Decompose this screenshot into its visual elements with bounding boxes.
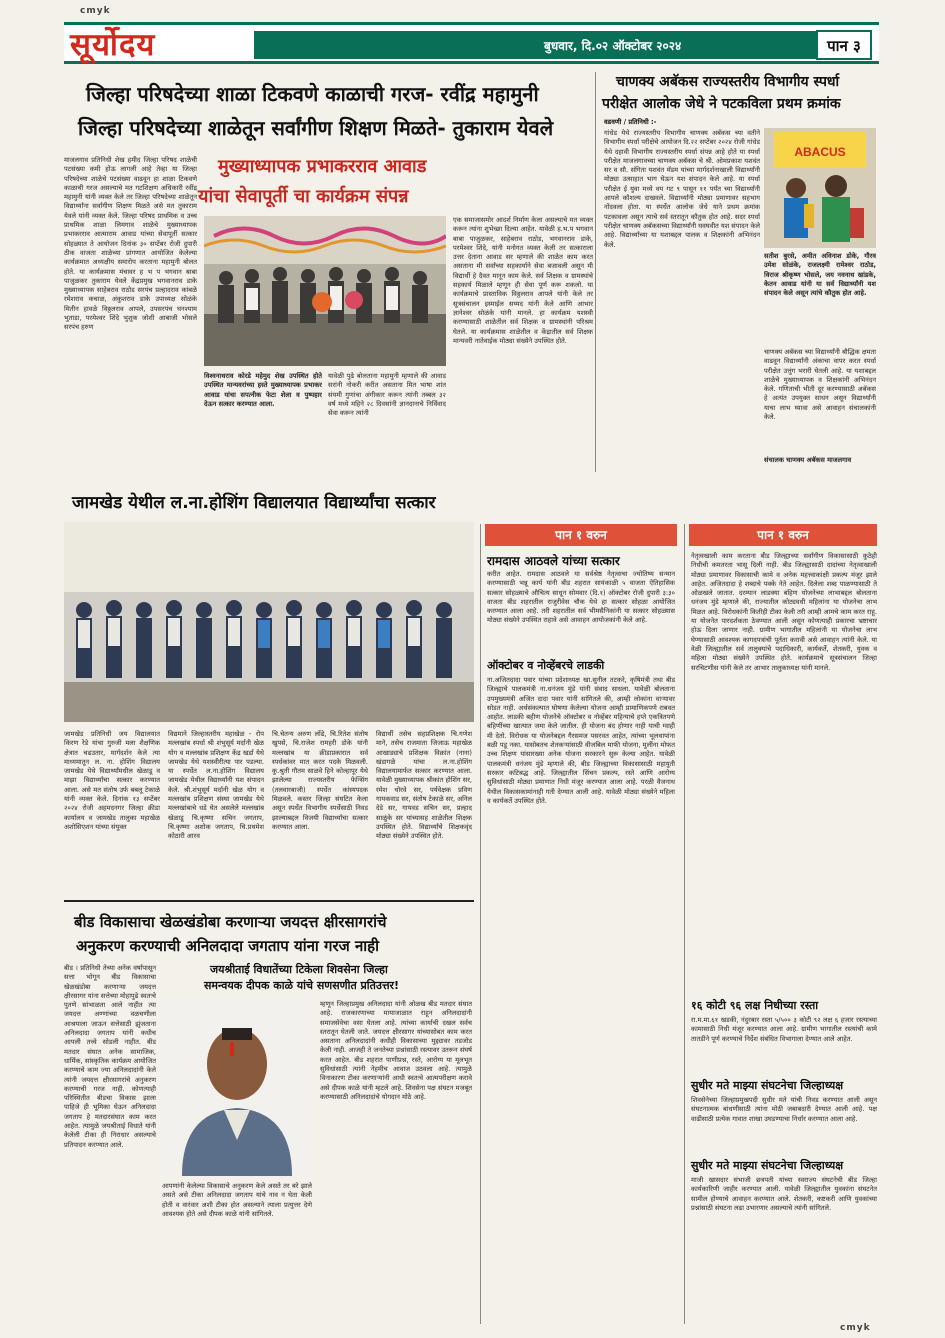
issue-date: बुधवार, दि.०२ ऑक्टोबर २०२४ <box>544 39 682 53</box>
story4-inset-headline2: समन्वयक दीपक काळे यांचे सणसणीत प्रतिउत्तर! <box>204 979 400 992</box>
story4-portrait-caption: आपणांनी केलेल्या विकासाचे अनुकरण केले असते तर बरे झाले असते असे टीका अनिलदादा जगताप यांचे नाव न घेता केली होती व वारंवार अशी टीका होत असल्याने त्याला प्रत्युत्तर देणे आवश्यक होते असे दीपक काळे यांनी सांगितले. <box>162 1182 312 1218</box>
jump-from-page1-left <box>480 524 680 1324</box>
story1-body-right: एक समाजासमोर आदर्श निर्माण केला असल्याचे मत व्यक्त करून त्यांना शुभेच्छा दिल्या आहेत. यावेळी ह.भ.प भगवान बाबा पाजुळकर, साहेबराव राठोड, भगवानराव डाके, परमेश्वर शिंदे, यांनी मनोगत व्यक्त केली तर सत्काराला उत्तर देताना आवाड सर म्हणाले की शाळेत काम करत असताना मी सर्वांच्या सहकार्याने सेवा बजावली असून मी विद्यार्थी हे दैवत मानून काम केले. सर्व शिक्षक व ग्रामस्थांचे सहकार्य मिळाले म्हणून ही सेवा पूर्ण करू शकलो. या कार्यक्रमाचे प्रास्ताविक विठ्ठलराव आपले यांनी केले तर सूत्रसंचालन इस्माईल सय्यद यांनी केले आणि आभार ज्ञानेश्वर सोळंके यांनी मानले. हा कार्यक्रम यशस्वी करण्यासाठी शाळेतील सर्व शिक्षक व ग्रामस्थांनी परिश्रम घेतले. या कार्यक्रमास शाळेतील व केंद्रातील सर्व शिक्षक मान्यवरी नातेवाईक मोठ्या संख्येने उपस्थित होते. <box>453 216 593 345</box>
newspaper-title: सूर्योदय <box>70 27 156 63</box>
story4-portrait <box>162 1000 312 1176</box>
jump2-banner: पान १ वरुन <box>689 524 877 546</box>
story4-headline1: बीड विकासाचा खेळखंडोबा करणाऱ्या जयदत्त क्षीरसागरांचे <box>74 913 387 931</box>
jump2-sub3: सुधीर मते माझ्या संघटनेचा जिल्हाध्यक्ष <box>691 1159 844 1172</box>
story1-event-photo <box>204 216 446 366</box>
story-jamkhed <box>64 480 474 900</box>
story1-body-left: माजलगाव प्रतिनिधी शेख हमीद जिल्हा परिषद शाळेची पटसंख्या कमी होऊ लागली आहे तेव्हा या जिल्हा परिषदेच्या शाळेचे पटसंख्या वाढवून हा शाळा टिकवणे काळाची गरज असल्याचे मत गटशिक्षण अधिकारी रवींद्र महामुनी यांनी व्यक्त केले तर जिल्हा परिषदेच्या शाळेतून विद्यार्थ्यांना सर्वांगीण शिक्षण मिळते असे मत तुकाराम येवले यांनी व्यक्त केले. जिल्हा परिषद प्राथमिक व उच्च प्राथमिक शाळा लिमगाव शाळेचे मुख्याध्यापक प्रभाकरराव आत्माराम आवाड यांच्या सेवापूर्ती सत्कार सोहळ्यात ते आयोजन दिनांक ३० सप्टेंबर रोजी दुपारी ठीक वाजता शाळेच्या प्रांगणात आयोजित केलेल्या कार्यक्रमात अध्यक्षीय समारोप करताना महामुनी बोलत होते. या कार्यक्रमास मंचावर ह भ प भगवान बाबा पाजुळकर तुकाराम येवले केंद्रप्रमुख भगवानराव डाके मुख्याध्यापक साहेबराव राठोड सरपंच प्रल्हादराव कांबळे रमेशराव कचाळ, अंकुशराव डाके उपाध्यक्ष सोळंके मितीन हावळे विठ्ठलराव आपले, उपसरपंच घनश्याम भुताडा, परमेश्वर शिंदे भुशुक जोशी आबाजी भोसले सरपंच हरुण <box>64 156 197 332</box>
portrait-illustration <box>162 1000 312 1176</box>
jump2-sub1: १६ कोटी ९६ लक्ष निधीच्या रस्ता <box>691 999 819 1012</box>
abacus-photo-illustration <box>764 128 876 248</box>
story3-col3: चि.चेतन्य अरुण लोंढे, चि.रितेश संतोष खुपसे, चि.राजेश रामहरी डोके यांनी मल्लखांब या क्रीडाप्रकारात सर्व स्पर्धकांवर मात करत पदके मिळवली. कु.श्रुती गौतम साळवे हिने कोल्हापूर येथे झालेल्या राज्यस्तरीय फेन्सिंग (तलवारबाजी) स्पर्धेत कांस्यपदक मिळवले. कस्तर जिल्हा संघटित केला असून स्पर्धेत विभागीय स्पर्धेसाठी निवड झाल्याबद्दल विजयी विद्यार्थ्यांचा सत्कार करण्यात आला. <box>272 730 368 831</box>
story2-winner-photo <box>764 128 876 248</box>
story4-headline2: अनुकरण करण्याची अनिलदादा जगताप यांना गरज नाही <box>76 937 380 955</box>
story4-inset-headline1: जयश्रीताई विधातेंच्या टिकेला शिवसेना जिल्हा <box>210 963 388 976</box>
story3-col2: विद्यमाने जिल्हास्तरीय महाखेळ - रोप मल्लखांब स्पर्धा श्री शंभुसूर्य मर्दानी खेळ योग व मल्लखांब प्रशिक्षण केंद्र खर्डा येथे जामखेड येथे यशस्वीरीत्या पार पडल्या. या स्पर्धेत ल.ना.होशिंग विद्यालय जामखेड येथील विद्यार्थ्यांनी यश संपादन केले. श्री.शंभुसूर्य मर्दानी खेळ योग व मल्लखांब प्रशिक्षण संस्था जामखेड येथे मल्लखांबाचे धडे घेत असलेले मल्लखांब खेळाडू चि.कृष्णा सचिन जगताप, चि.कृष्णा अशोक जगताप, चि.प्रथमेश कोठारी आरव <box>168 730 264 841</box>
jump1-sub: ऑक्टोबर व नोव्हेंबरचे लाडकी <box>487 659 605 672</box>
story3-headline: जामखेड येथील ल.ना.होशिंग विद्यालयात विद्यार्थ्यांचा सत्कार <box>72 493 436 513</box>
story2-dateline: वडवणी / प्रतिनिधी :- <box>604 118 657 126</box>
story1-subhead2: यांचा सेवापूर्ती चा कार्यक्रम संपन्न <box>198 186 409 207</box>
jump-from-page1-right <box>684 524 880 1324</box>
story2-headline1: चाणक्य अबॅकस राज्यस्तरीय विभागीय स्पर्धा <box>616 74 840 90</box>
story2-headline2: परीक्षेत आलोक जेधे ने पटकविला प्रथम क्रमांक <box>602 96 841 112</box>
page-number: पान ३ <box>816 30 872 60</box>
story2-body-continued: चाणक्य अबॅकस च्या विद्यार्थ्यांनी बौद्धिक क्षमता वाढवून विद्यार्थ्यांनी अंकाचा वापर करत स्पर्धा परीक्षेत उत्तुंग भरारी घेतली आहे. या यशाबद्दल शाळेचे मुख्याध्यापक व शिक्षकांनी अभिनंदन केले. गणिताची भीती दूर करण्यासाठी अबॅकस हे अत्यंत उपयुक्त साधन असून विद्यार्थ्यांनी याचा लाभ घ्यावा असे आवाहन संचालकांनी केले. <box>764 348 876 422</box>
svg-text:ABACUS: ABACUS <box>794 145 846 159</box>
print-mark-bottom: cmyk <box>840 1323 871 1333</box>
story-abacus <box>598 64 880 474</box>
jump2-body: नेतृत्वखाली काम करताना बीड जिल्ह्याच्या सर्वांगीण विकासासाठी कुठेही निधीची कमतरता भासू दिली नाही. बीड जिल्ह्यासाठी दादांच्या नेतृत्वाखाली मोठ्या प्रमाणावर विकासाची कामे व अनेक महत्त्वाकांक्षी प्रकल्प मंजूर झाले आहेत. अजितदादा हे शब्दाचे पक्के नेते आहेत. दिलेला शब्द पाळण्यासाठी ते ओळखले जातात. दरम्यान लाडक्या बहिण योजनेच्या लाभाबद्दल बोलताना धनंजय मुंडे म्हणाले की, राज्यातील कोट्यवधी महिलांना या योजनेचा लाभ मिळत आहे. विरोधकांनी कितीही टीका केली तरी आम्ही आमचे काम करत राहू. या योजनेत पारदर्शकता ठेवण्यात आली असून कोणत्याही प्रकारचा भ्रष्टाचार होऊ दिला जाणार नाही. ग्रामीण भागातील महिलांनी या योजनेचा लाभ घेण्यासाठी आवश्यक कागदपत्रांची पूर्तता करावी असे आवाहन त्यांनी केले. या वेळी जिल्ह्यातील सर्व तालुक्यांचे पदाधिकारी, कार्यकर्ते, शेतकरी, युवक व महिला मोठ्या संख्येने उपस्थित होते. कार्यक्रमाचे सूत्रसंचालन जिल्हा सरचिटणीस यांनी केले तर आभार तालुकाध्यक्ष यांनी मानले. <box>691 552 877 672</box>
story3-col1: जामखेड प्रतिनिधी जय विद्यालयात किरण रेडे यांचा गुरुजी मला शैक्षणिक क्षेत्रात चढउतार, मार्गदर्शन केले त्या माध्यमातून ल. ना. होशिंग विद्यालय जामखेड येथे विद्यार्थ्यांमधील खेळाडू व माझा विद्यार्थ्यांचा सत्कार करण्यात आला. असे मत संतोष उर्फ बबलू टेकाळे यांनी व्यक्त केले. दिनांक १३ सप्टेंबर २०२४ रोजी अहमदनगर जिल्हा क्रीडा कार्यालय व जामखेड तालुका महाखेळ अशोसिएशन यांच्या संयुक्त <box>64 730 160 831</box>
jump1-title: रामदास आठवले यांच्या सत्कार <box>487 554 620 568</box>
story-beed <box>64 900 474 1320</box>
story3-col4: विद्यार्थी तसेच सहप्रशिक्षक चि.गणेश माने, तसेच राजमाता जिजाऊ महाखेळ आखाड्याचे प्रशिक्षक विक्रांत (नाना) खंडागळे यांचा ल.ना.होशिंग विद्यालयामार्फत सत्कार करण्यात आला. यावेळी मुख्याध्यापक श्रीकांत होशिंग सर, रमेश थोरवे सर, पर्यवेक्षक प्रविण गायकवाड सर, संतोष टेकाळे सर, अनिल देडे सर, गायवड सचिन सर, प्रल्हाद साळुंके सर यांच्यासह शाळेतील शिक्षक उपस्थित होते. विद्यार्थ्यांचे शिक्षकवृंद मोठ्या संख्येने उपस्थित होते. <box>376 730 472 841</box>
jump1-banner: पान १ वरुन <box>485 524 677 546</box>
story-zp-school <box>64 72 596 472</box>
jump1-body2: ना.अजितदादा पवार यांच्या प्रदेशाध्यक्ष खा.सुनील तटकरे, कृषिमंत्री तथा बीड जिल्ह्याचे पालकमंत्री ना.धनंजय मुंडे यांनी संवाद साधला. यावेळी बोलताना उपमुख्यमंत्री अजित दादा पवार यांनी सांगितले की, आम्ही लोकांना वाऱ्यावर सोडत नाही. अर्थसंकल्पात घोषणा केलेल्या योजना आम्ही प्रामाणिकपणे राबवत आहोत. लाडकी बहीण योजनेचे ऑक्टोबर व नोव्हेंबर महिन्याचे हप्ते एकत्रितपणे बहिणींच्या खात्यात जमा केले जातील. ही योजना बंद होणार नाही याची ग्वाही मी देतो. विरोधक या योजनेबद्दल गैरसमज पसरवत आहेत, त्यांच्या भूलथापांना बळी पडू नका. यासोबतच शेतकऱ्यांसाठी वीजबिल माफी योजना, मुलींना मोफत उच्च शिक्षण यांसारख्या अनेक योजना सरकारने सुरू केल्या आहेत. यावेळी पालकमंत्री धनंजय मुंडे म्हणाले की, बीड जिल्ह्याच्या विकासासाठी महायुती सरकार कटिबद्ध आहे. जिल्ह्यातील सिंचन प्रकल्प, रस्ते आणि आरोग्य सुविधांसाठी मोठ्या प्रमाणात निधी मंजूर करण्यात आला आहे. परळी वैजनाथ येथील विकासकामांनाही गती देण्यात आली आहे. यावेळी मोठ्या संख्येने महिला व कार्यकर्ते उपस्थित होते. <box>487 676 675 805</box>
jump2-body3: शिवसेनेच्या जिल्हाप्रमुखपदी सुधीर मते यांची निवड करण्यात आली असून संघटनात्मक बांधणीसाठी त्यांना मोठी जबाबदारी देण्यात आली आहे. पक्ष वाढीसाठी प्रत्येक गावात शाखा उघडण्याचा निर्धार करण्यात आला आहे. <box>691 1096 877 1123</box>
story1-headline2: जिल्हा परिषदेच्या शाळेतून सर्वांगीण शिक्षण मिळते- तुकाराम येवले <box>78 116 554 140</box>
jump1-body: करीत आहेत. रामदास आठवले या सर्वश्रेष्ठ नेतृत्वाचा ज्योतिष्य सन्मान करण्यासाठी भन्नू कार्य यांनी बीड शहरात सायंकाळी ५ वाजता ऐतिहासिक सत्कार सोहळ्याचे औचित्य साधून सोमवार (दि.१) ऑक्टोबर रोजी दुपारी ३:३० वाजता बीड शहरातील राजुरीवेस चौक येथे हा सत्कार सोहळा आयोजित करण्यात आला आहे. तरी शहरातील सर्व भीमसैनिकांनी या सत्कार सोहळ्यास मोठ्या संख्येने उपस्थित राहावे असे आवाहन आयोजकांनी केले आहे. <box>487 570 675 625</box>
jump2-sub2: सुधीर मते माझ्या संघटनेचा जिल्हाध्यक्ष <box>691 1079 844 1092</box>
event-photo-illustration <box>204 216 446 366</box>
story1-photo-caption: विश्वनाथराव कोरडे महेमुद शेख उपस्थित होते उपस्थित मान्यवरांच्या हस्ते मुख्याध्यापक प्रभाकर आवाड यांचा सपत्नीक फेटा शेला व पुष्पहार देऊन सत्कार करण्यात आला. <box>204 372 322 408</box>
story1-headline1: जिल्हा परिषदेच्या शाळा टिकवणे काळाची गरज- रवींद्र महामुनी <box>86 82 539 106</box>
print-mark-top: cmyk <box>80 6 111 16</box>
story2-photo-caption: सतीश बुरसे, अमीत अविनाश डोके, गौरव उमेश सोळंके, राजलक्ष्मी रामेश्वर राठोड, विराज श्रीकृष्ण भोसले, जय नवनाथ खांडके, केतन आवाड यांनी या सर्व विद्यार्थ्यांनी यश संपादन केले असून त्यांचे कौतुक होत आहे. <box>764 252 876 298</box>
jump2-body2: रा.म.मा.६१ खडकी, नंदुरबार रस्ता ५/५०० ३ कोटी ९२ लक्ष ६ हजार रस्त्याच्या कामासाठी निधी मंजूर करण्यात आला आहे. ग्रामीण भागातील रस्त्यांची कामे तातडीने पूर्ण करण्याचे निर्देश संबंधित विभागाला देण्यात आले आहेत. <box>691 1016 877 1043</box>
story1-subhead1: मुख्याध्यापक प्रभाकरराव आवाड <box>218 156 427 177</box>
story3-group-photo <box>64 522 474 722</box>
story4-col3: म्हणून जिल्हाप्रमुख अनिलदादा यांनी ओळख बीड मतदार संघात आहे. राजकारणाच्या मायाजाळात राहून अनिलदादांनी समाजसेवेचा वसा घेतला आहे. त्यांच्या कार्याची दखल सर्वच स्तरातून घेतली जाते. जयदत्त क्षीरसागर यांच्यासोबत काम करत असताना अनिलदादांनी कधीही विकासाच्या मुद्द्यावर तडजोड केली नाही. आजही ते जनतेच्या प्रश्नांसाठी रस्त्यावर उतरून संघर्ष करत आहेत. बीड शहरात पाणीप्रश्न, रस्ते, आरोग्य या मूलभूत सुविधांसाठी त्यांनी नेहमीच आवाज उठवला आहे. त्यामुळे विनाकारण टीका करणाऱ्यांनी आधी स्वतःचे आत्मपरीक्षण करावे असे दीपक काळे यांनी म्हटले आहे. शिवसेना पक्ष संघटन मजबूत करण्यासाठी अनिलदादांचे योगदान मोठे आहे. <box>320 1000 472 1101</box>
story4-col1: बीड । प्रतिनिधी तेच्या अनेक वर्षांपासून सत्ता भोगून बीड विकासाचा खेळखंडोबा करणाऱ्या जयदत्त क्षीरसागर यांना सत्तेच्या मोहापुढे स्वतःचे पुतणे सांभाळता आले नाहीत त्या जयदत्त अण्णांच्या वळचणीला आश्रयाला जाऊन सत्तेसाठी झुंजताना अनिलदादा जगताप यांनी कधीच आपली तत्त्वे सोडली नाहीत. बीड मतदार संघात अनेक सामाजिक, धार्मिक, सांस्कृतिक कार्यक्रम आयोजित करण्याचे काम ज्या अनिलदादांनी केले त्यांनी जयदत्त क्षीरसागरांचे अनुकरण करण्याची गरज नाही. कोणत्याही परिस्थितीत बीडचा विकास झाला पाहिजे ही भूमिका घेऊन अनिलदादा जगताप हे मतदारसंघात काम करत आहेत. त्यामुळे जयश्रीताई विधाते यांनी केलेली टीका ही निराधार असल्याचे प्रतिपादन करण्यात आले. <box>64 964 156 1149</box>
masthead <box>64 22 879 64</box>
jump2-body4: माजी खासदार संभाजी छत्रपती यांच्या स्वराज्य संघटनेची बीड जिल्हा कार्यकारिणी जाहीर करण्यात आली. यावेळी जिल्ह्यातील युवकांना संघटनेत सामील होण्याचे आवाहन करण्यात आले. शेतकरी, कष्टकरी आणि युवकांच्या प्रश्नांसाठी संघटना लढा उभारणार असल्याचे त्यांनी सांगितले. <box>691 1176 877 1212</box>
students-photo-illustration <box>64 522 474 722</box>
story2-body: गांधेड येथे राज्यस्तरीय विभागीय चाणक्य अबॅकस च्या वतीने विभागीय स्पर्धा परीक्षेचे आयोजन दि.२२ सप्टेंबर २०२४ रोजी गांधेड येथे दहावी विभागीय राज्यस्तरीय स्पर्धा संपन्न आहे होते या स्पर्धा परीक्षेत माजलगावच्या चाणक्य अबॅकस चे श्री. ओमप्रकाश यशवंत सर व सौ. संगिता यशवंत मॅडम यांच्या मार्गदर्शनाखाली विद्यार्थ्यांनी मोठ्या उत्साहात भाग घेऊन यश संपादन केले आहे. या स्पर्धा परीक्षेत ई युवा मध्ये वय गट ९ पासून ११ पर्यंत च्या विद्यार्थ्यांनी आपले कौशल्य दाखवले. विद्यार्थ्यांनी मोठ्या प्रमाणावर सहभाग नोंदवला होता. या स्पर्धेत आलोक जेधे याने प्रथम क्रमांक पटकावला असून त्याचे सर्व स्तरातून कौतुक होत आहे. सदर स्पर्धा परीक्षेत चाणक्य अबॅकसच्या विद्यार्थ्यांनी घवघवीत यश संपादन केले आहे. विद्यार्थ्यांच्या या यशाबद्दल पालक व शिक्षकांनी अभिनंदन केले. <box>604 129 760 249</box>
story2-signoff: संचालक चाणक्य अबॅकस माजलगाव <box>764 456 852 464</box>
story1-body-middle: यावेळी पुढे बोलताना महामुनी म्हणाले की आवाड सरांनी नोकरी करीत असताना मित भाषा शांत संयमी गुणांचा अंगीकार करून त्यांनी तब्बल ३२ वर्ष मध्ये महिने २८ दिवसांनी ज्ञानदानाचे निर्विवाद सेवा करून त्यांनी <box>328 372 446 418</box>
